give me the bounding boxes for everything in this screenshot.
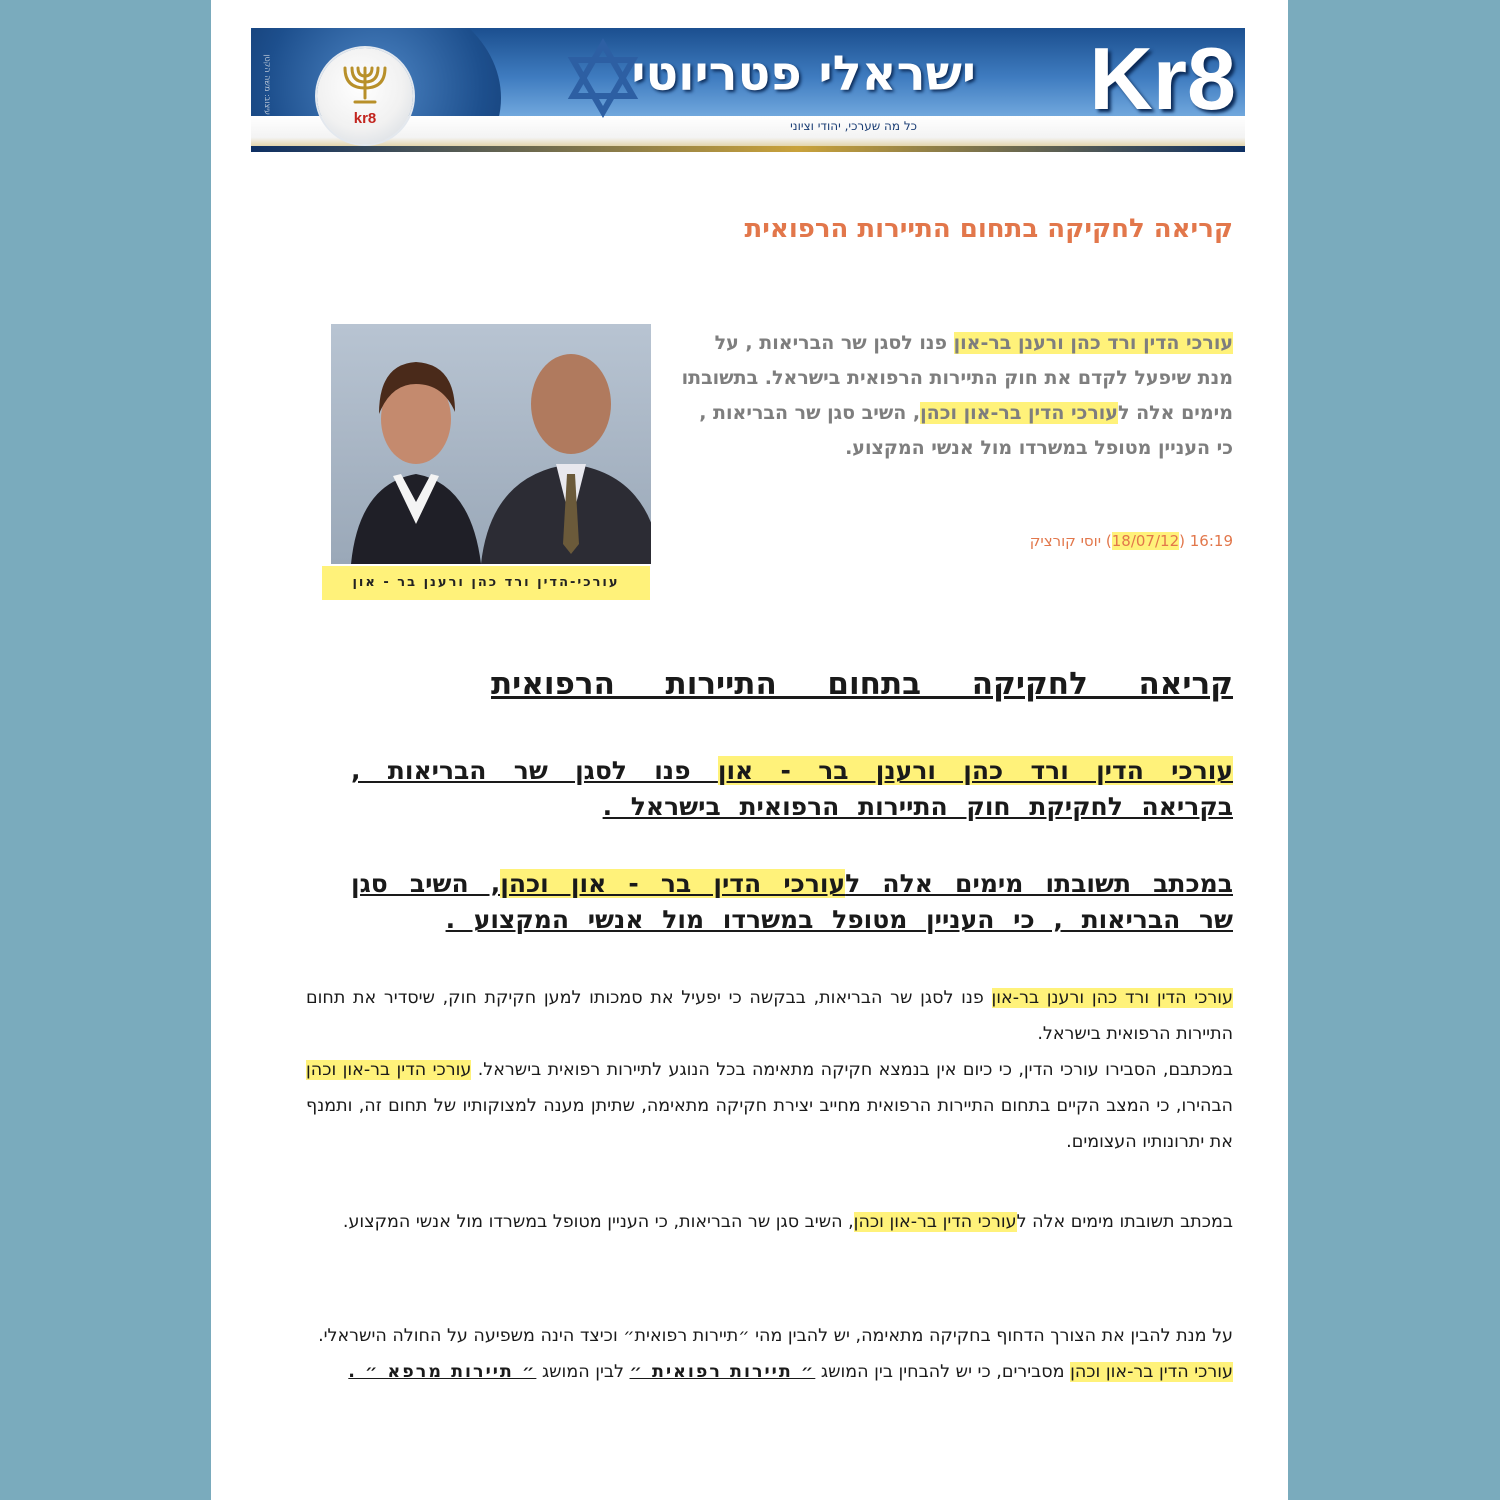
subheading-1-text: פנו לסגן שר הבריאות , בקריאה לחקיקת חוק התיירות הרפואית בישראל . (351, 756, 1233, 821)
subheading-2-text: , השיב סגן שר הבריאות , כי העניין מטופל במשרדו מול אנשי המקצוע . (351, 869, 1233, 934)
banner-title: ישראלי פטריוטי (631, 46, 976, 102)
term-medical-tourism: ״ תיירות רפואית ״ (629, 1362, 816, 1382)
article-title: קריאה לחקיקה בתחום התיירות הרפואית (744, 214, 1233, 244)
article-author[interactable]: יוסי קורציק (1029, 532, 1102, 550)
photo-caption: עורכי-הדין ורד כהן ורענן בר - און (322, 566, 650, 600)
article-date: 18/07/12 (1111, 532, 1180, 550)
banner-tagline: כל מה שערכי, יהודי וציוני (790, 119, 917, 133)
summary-highlight-2: עורכי הדין בר-און וכהן (920, 402, 1118, 424)
menorah-icon (339, 62, 391, 106)
p1-text-1: פנו לסגן שר הבריאות, בבקשה כי יפעיל את סמכותו למען חקיקת חוק, שיסדיר את תחום התיירות הרפואית בישראל. (306, 988, 1233, 1044)
article-dateline: 16:19 (18/07/12) יוסי קורציק (1029, 532, 1233, 550)
subheading-2-highlight: עורכי הדין בר - און וכהן (500, 869, 846, 898)
article-summary (681, 326, 1233, 466)
site-banner[interactable] (251, 28, 1245, 152)
p1-highlight-2: עורכי הדין בר-און וכהן (306, 1060, 472, 1080)
summary-text-1: פנו לסגן שר הבריאות , על מנת שיפעל לקדם את חוק התיירות הרפואית בישראל. בתשובתו מימים אלה ל (681, 332, 1233, 424)
p3-text-3: לבין המושג (536, 1362, 630, 1382)
subheading-1-highlight: עורכי הדין ורד כהן ורענן בר - און (717, 756, 1233, 785)
p2-highlight: עורכי הדין בר-און וכהן (853, 1212, 1017, 1232)
p2-prefix: במכתב תשובתו מימים אלה ל (1016, 1212, 1233, 1232)
summary-highlight-1: עורכי הדין ורד כהן ורענן בר-און (953, 332, 1233, 354)
letter-subheading-1 (351, 753, 1233, 825)
banner-side-note: עיצוב: משה הקטן (263, 54, 272, 115)
p3-text-1: על מנת להבין את הצורך הדחוף בחקיקה מתאימה, יש להבין מהי ״תיירות רפואית״ וכיצד הינה משפיעה על החולה הישראלי. (318, 1326, 1233, 1346)
summary-text-2: , השיב סגן שר הבריאות , כי העניין מטופל במשרדו מול אנשי המקצוע. (699, 402, 1233, 459)
lawyers-photo (331, 324, 651, 564)
p1-text-2: במכתבם, הסבירו עורכי הדין, כי כיום אין בנמצא חקיקה מתאימה בכל הנוגע לתיירות רפואית בישראל. (471, 1060, 1233, 1080)
paragraph-1 (306, 980, 1233, 1160)
article-time: 16:19 (1189, 532, 1233, 550)
subheading-2-prefix: במכתב תשובתו מימים אלה ל (845, 869, 1233, 898)
p2-text: , השיב סגן שר הבריאות, כי העניין מטופל במשרדו מול אנשי המקצוע. (342, 1212, 854, 1232)
p1-highlight-1: עורכי הדין ורד כהן ורענן בר-און (991, 988, 1233, 1008)
paragraph-3 (306, 1318, 1233, 1390)
p3-highlight: עורכי הדין בר-און וכהן (1070, 1362, 1233, 1382)
logo-text: kr8 (353, 110, 377, 127)
banner-brand: Kr8 (1089, 29, 1236, 128)
p1-text-3: הבהירו, כי המצב הקיים בתחום התיירות הרפואית מחייב יצירת חקיקה מתאימה, שתיתן מענה למצוקותיו של תחום זה, ותמנף את יתרונותיו העצומים. (306, 1096, 1233, 1152)
document-page (211, 0, 1288, 1500)
letter-subheading-2 (351, 866, 1233, 938)
paragraph-2 (306, 1204, 1233, 1240)
letter-heading: קריאה לחקיקה בתחום התיירות הרפואית (491, 666, 1233, 702)
term-healing-tourism: ״ תיירות מרפא ״ . (348, 1362, 537, 1382)
photo-illustration (331, 324, 651, 564)
site-logo[interactable] (317, 48, 413, 144)
p3-text-2: מסבירים, כי יש להבחין בין המושג (815, 1362, 1071, 1382)
